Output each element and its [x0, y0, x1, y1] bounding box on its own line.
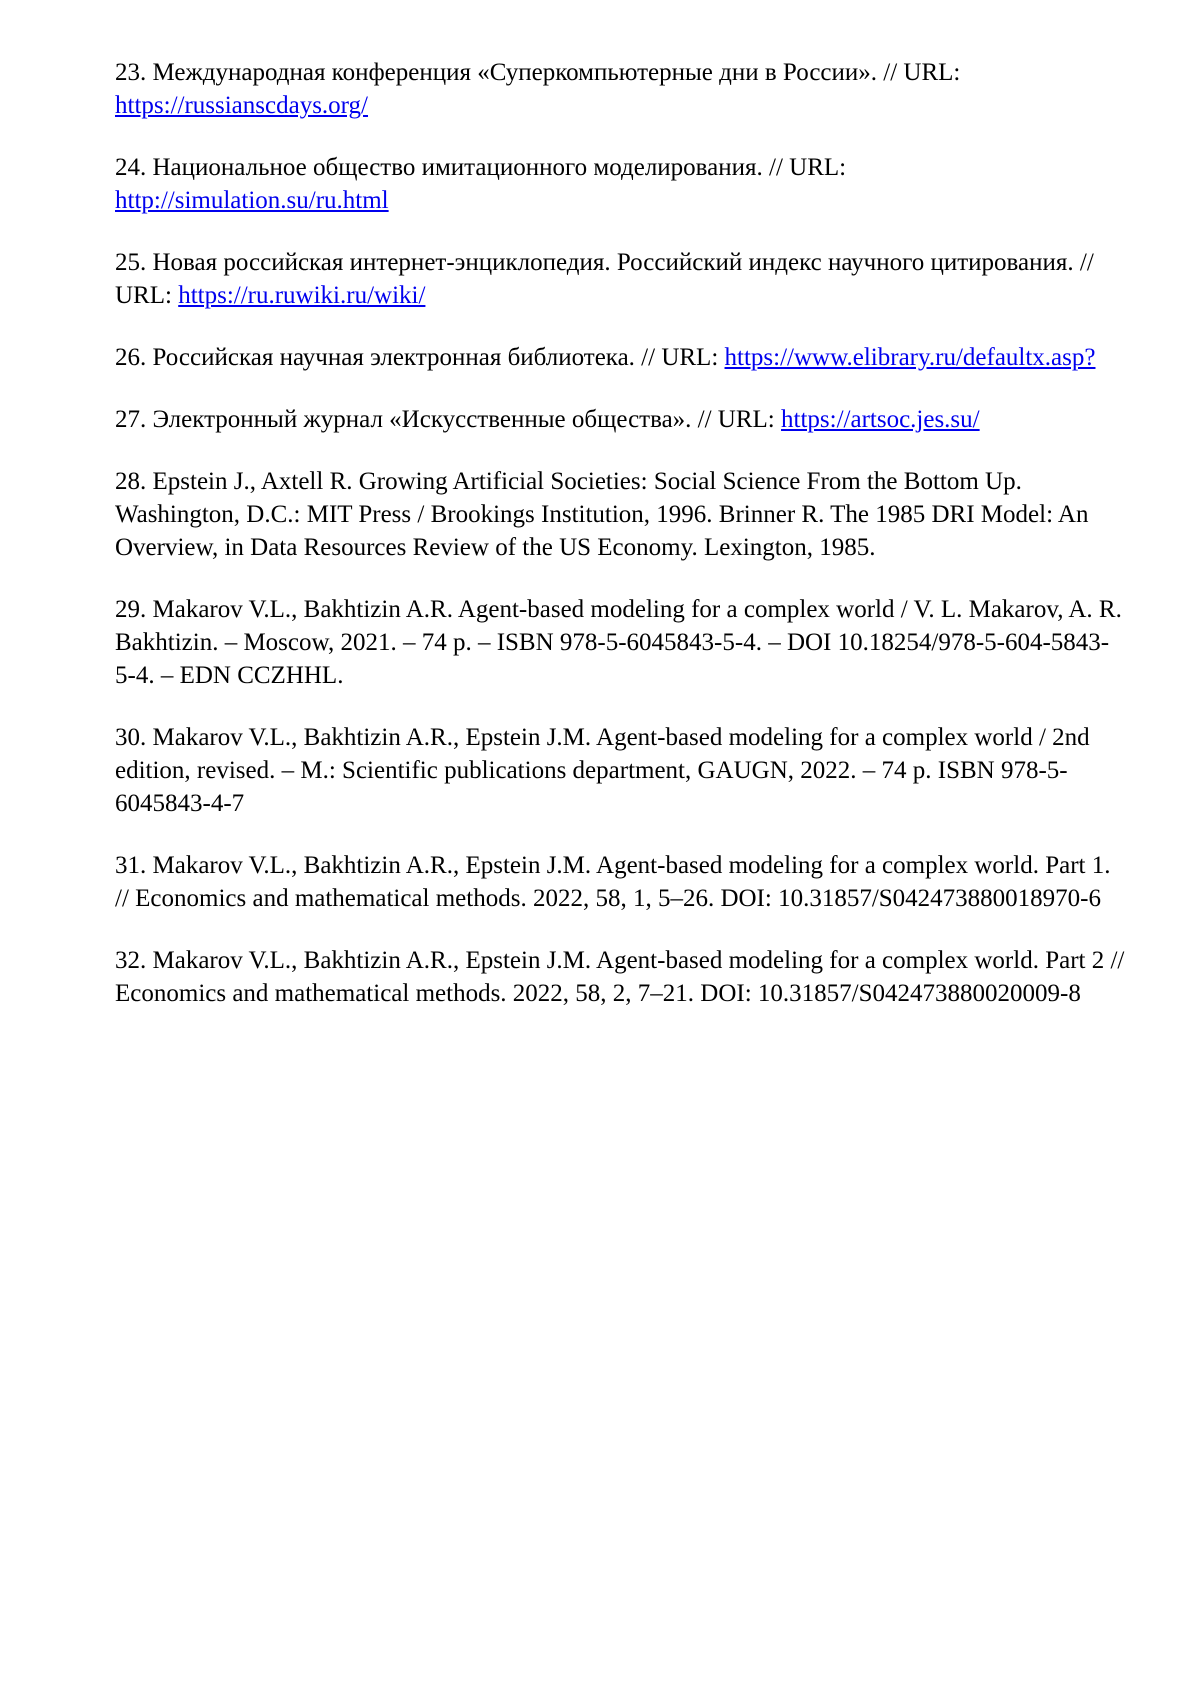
- reference-item-30: [115, 721, 1125, 820]
- reference-text: 28. Epstein J., Axtell R. Growing Artificial Societies: Social Science From the Bottom Up. Washington, D.C.: MIT Press / Brookings Institution, 1996. Brinner R. The 1985 DRI Model: An Overview, in Data Resources Review of the US Economy. Lexington, 1985.: [115, 468, 1089, 561]
- reference-item-27: [115, 403, 1125, 436]
- reference-text: 23. Международная конференция «Суперкомпьютерные дни в России». // URL:: [115, 59, 961, 86]
- reference-item-26: [115, 341, 1125, 374]
- reference-link[interactable]: https://ru.ruwiki.ru/wiki/: [178, 282, 426, 309]
- reference-text: 24. Национальное общество имитационного моделирования. // URL:: [115, 154, 847, 181]
- reference-text: 31. Makarov V.L., Bakhtizin A.R., Epstein J.M. Agent-based modeling for a complex world. Part 1. // Economics and mathematical methods. 2022, 58, 1, 5–26. DOI: 10.31857/S042473880018970-6: [115, 852, 1111, 912]
- reference-item-28: [115, 465, 1125, 564]
- reference-text: 30. Makarov V.L., Bakhtizin A.R., Epstein J.M. Agent-based modeling for a complex world / 2nd edition, revised. – M.: Scientific publications department, GAUGN, 2022. – 74 p. ISBN 978-5-6045843-4-7: [115, 724, 1090, 817]
- reference-text: 27. Электронный журнал «Искусственные общества». // URL:: [115, 406, 782, 433]
- reference-item-31: [115, 849, 1125, 915]
- reference-item-24: [115, 151, 1125, 217]
- reference-link[interactable]: https://artsoc.jes.su/: [781, 406, 980, 433]
- reference-item-32: [115, 944, 1125, 1010]
- reference-link[interactable]: https://www.elibrary.ru/defaultx.asp?: [724, 344, 1096, 371]
- reference-text: 32. Makarov V.L., Bakhtizin A.R., Epstein J.M. Agent-based modeling for a complex world. Part 2 // Economics and mathematical methods. 2022, 58, 2, 7–21. DOI: 10.31857/S042473880020009-8: [115, 947, 1125, 1007]
- reference-link[interactable]: http://simulation.su/ru.html: [115, 187, 389, 214]
- reference-item-29: [115, 593, 1125, 692]
- reference-link[interactable]: https://russianscdays.org/: [115, 92, 369, 119]
- reference-text: 26. Российская научная электронная библиотека. // URL:: [115, 344, 725, 371]
- reference-item-25: [115, 246, 1125, 312]
- reference-item-23: [115, 56, 1125, 122]
- reference-text: 25. Новая российская интернет-энциклопедия. Российский индекс научного цитирования. // URL:: [115, 249, 1094, 309]
- reference-text: 29. Makarov V.L., Bakhtizin A.R. Agent-based modeling for a complex world / V. L. Makarov, A. R. Bakhtizin. – Moscow, 2021. – 74 p. – ISBN 978-5-6045843-5-4. – DOI 10.18254/978-5-604-5843-5-4. – EDN CCZHHL.: [115, 596, 1122, 689]
